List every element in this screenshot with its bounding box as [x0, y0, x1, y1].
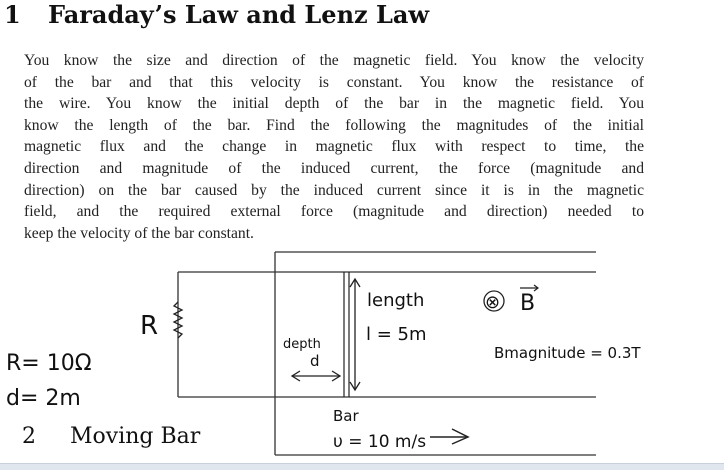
paragraph-line: direction) on the bar caused by the induced current since it is in the magnetic — [24, 181, 644, 199]
depth-given: d= 2m — [6, 386, 81, 411]
viewer-bottom-edge — [0, 463, 724, 470]
field-magnitude: Bmagnitude = 0.3T — [494, 344, 641, 362]
section-1-number: 1 — [4, 0, 21, 29]
paragraph-line: know the length of the bar. Find the following the magnitudes of the initial — [24, 116, 644, 134]
velocity-arrow — [430, 429, 468, 444]
length-value: l = 5m — [366, 324, 427, 345]
paragraph-line: the wire. You know the initial depth of the bar in the magnetic field. You — [24, 95, 644, 113]
resistance-given: R= 10Ω — [6, 351, 92, 376]
section-1-title: Faraday’s Law and Lenz Law — [48, 0, 430, 29]
section-2-title: Moving Bar — [70, 424, 201, 449]
length-label: length — [367, 290, 425, 311]
length-arrow — [350, 279, 360, 390]
section-2-number: 2 — [22, 424, 36, 449]
paragraph-line: You know the size and direction of the magnetic field. You know the velocity — [24, 52, 644, 69]
moving-bar — [344, 272, 349, 397]
depth-symbol: d — [310, 352, 320, 370]
paragraph-line: of the bar and that this velocity is constant. You know the resistance of — [24, 73, 644, 91]
paragraph-line: magnetic flux and the change in magnetic flux with respect to time, the — [24, 138, 644, 156]
section-2-heading — [22, 424, 200, 449]
paragraph-line: direction and magnitude of the induced current, the force (magnitude and — [24, 159, 644, 177]
resistor-symbol — [174, 302, 182, 338]
velocity-value: υ = 10 m/s — [333, 432, 427, 452]
field-direction-symbol: ⊗ — [485, 292, 501, 313]
bar-label: Bar — [333, 407, 359, 425]
resistor-label: R — [140, 311, 159, 341]
paragraph-line: field, and the required external force (magnitude and direction) needed to — [24, 203, 644, 221]
depth-arrow — [292, 371, 340, 381]
field-vector-label: B — [520, 291, 536, 316]
paragraph-line: keep the velocity of the bar constant. — [24, 224, 254, 242]
depth-label: depth — [283, 337, 321, 352]
